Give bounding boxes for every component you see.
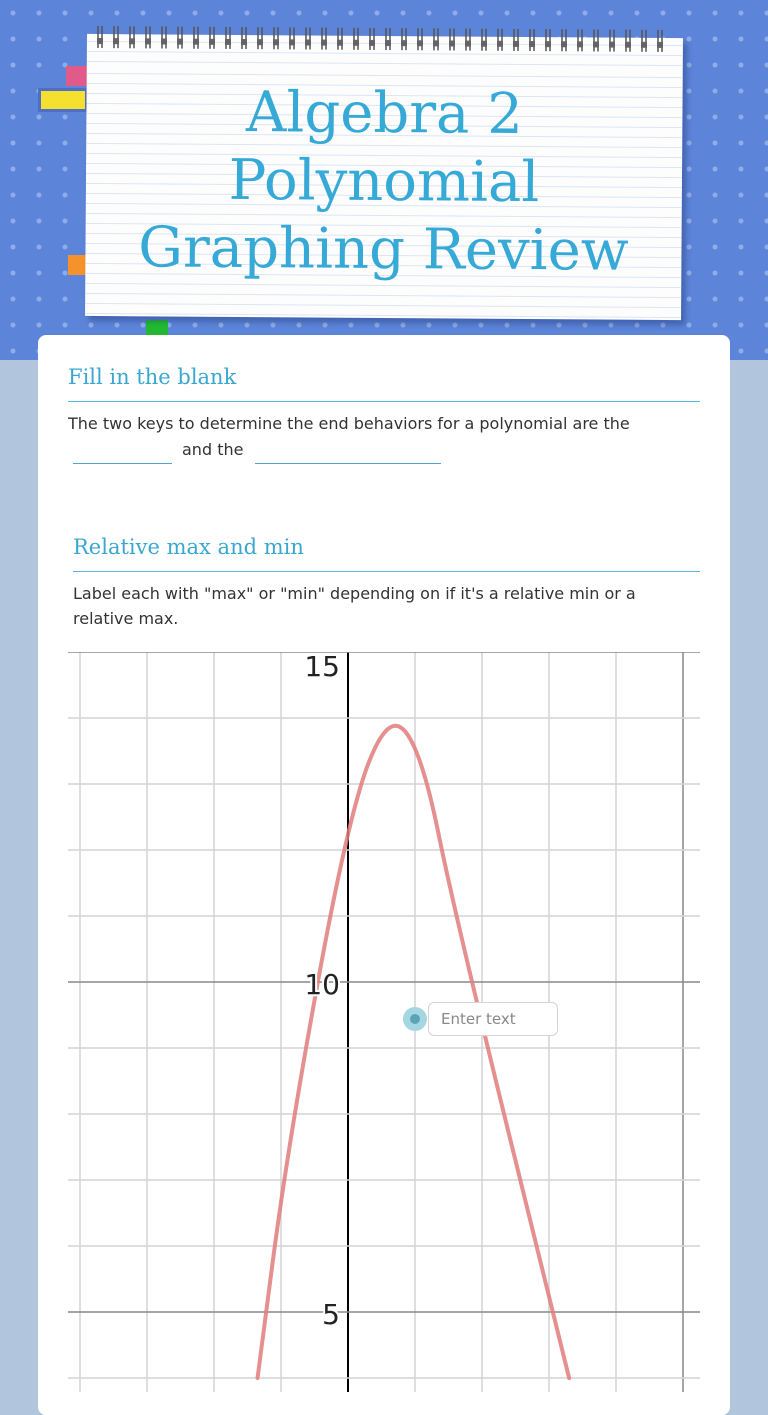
and-the-text: and the <box>182 440 244 459</box>
notebook-header-card <box>85 34 683 320</box>
worksheet-card <box>38 335 730 1415</box>
green-tab <box>146 320 168 336</box>
pink-tab <box>66 66 88 86</box>
label-pin-marker[interactable] <box>403 1007 427 1031</box>
title-line-2: Polynomial <box>228 147 540 216</box>
title-line-3: Graphing Review <box>138 215 629 284</box>
y-tick-label: 5 <box>322 1298 340 1331</box>
relative-max-min-heading: Relative max and min <box>73 535 304 559</box>
y-tick-label: 15 <box>304 652 340 683</box>
blank-answer-2[interactable] <box>255 439 441 464</box>
max-min-label-input[interactable] <box>428 1002 558 1036</box>
page-title <box>85 78 682 286</box>
section-divider <box>73 571 700 572</box>
fill-in-blank-heading: Fill in the blank <box>68 365 237 389</box>
header-background <box>0 0 768 360</box>
yellow-tab <box>38 88 88 112</box>
graph-svg <box>68 652 700 1392</box>
section-divider <box>68 401 700 402</box>
title-line-1: Algebra 2 <box>245 80 524 147</box>
polynomial-graph <box>68 652 700 1392</box>
end-behavior-question: The two keys to determine the end behaviors for a polynomial are the <box>68 414 630 433</box>
spiral-binding <box>97 26 673 52</box>
y-tick-label: 10 <box>304 968 340 1001</box>
polynomial-curve-segment <box>258 726 570 1378</box>
blank-answer-1[interactable] <box>73 439 172 464</box>
label-instructions: Label each with "max" or "min" depending on if it's a relative min or a relative max. <box>73 584 636 628</box>
